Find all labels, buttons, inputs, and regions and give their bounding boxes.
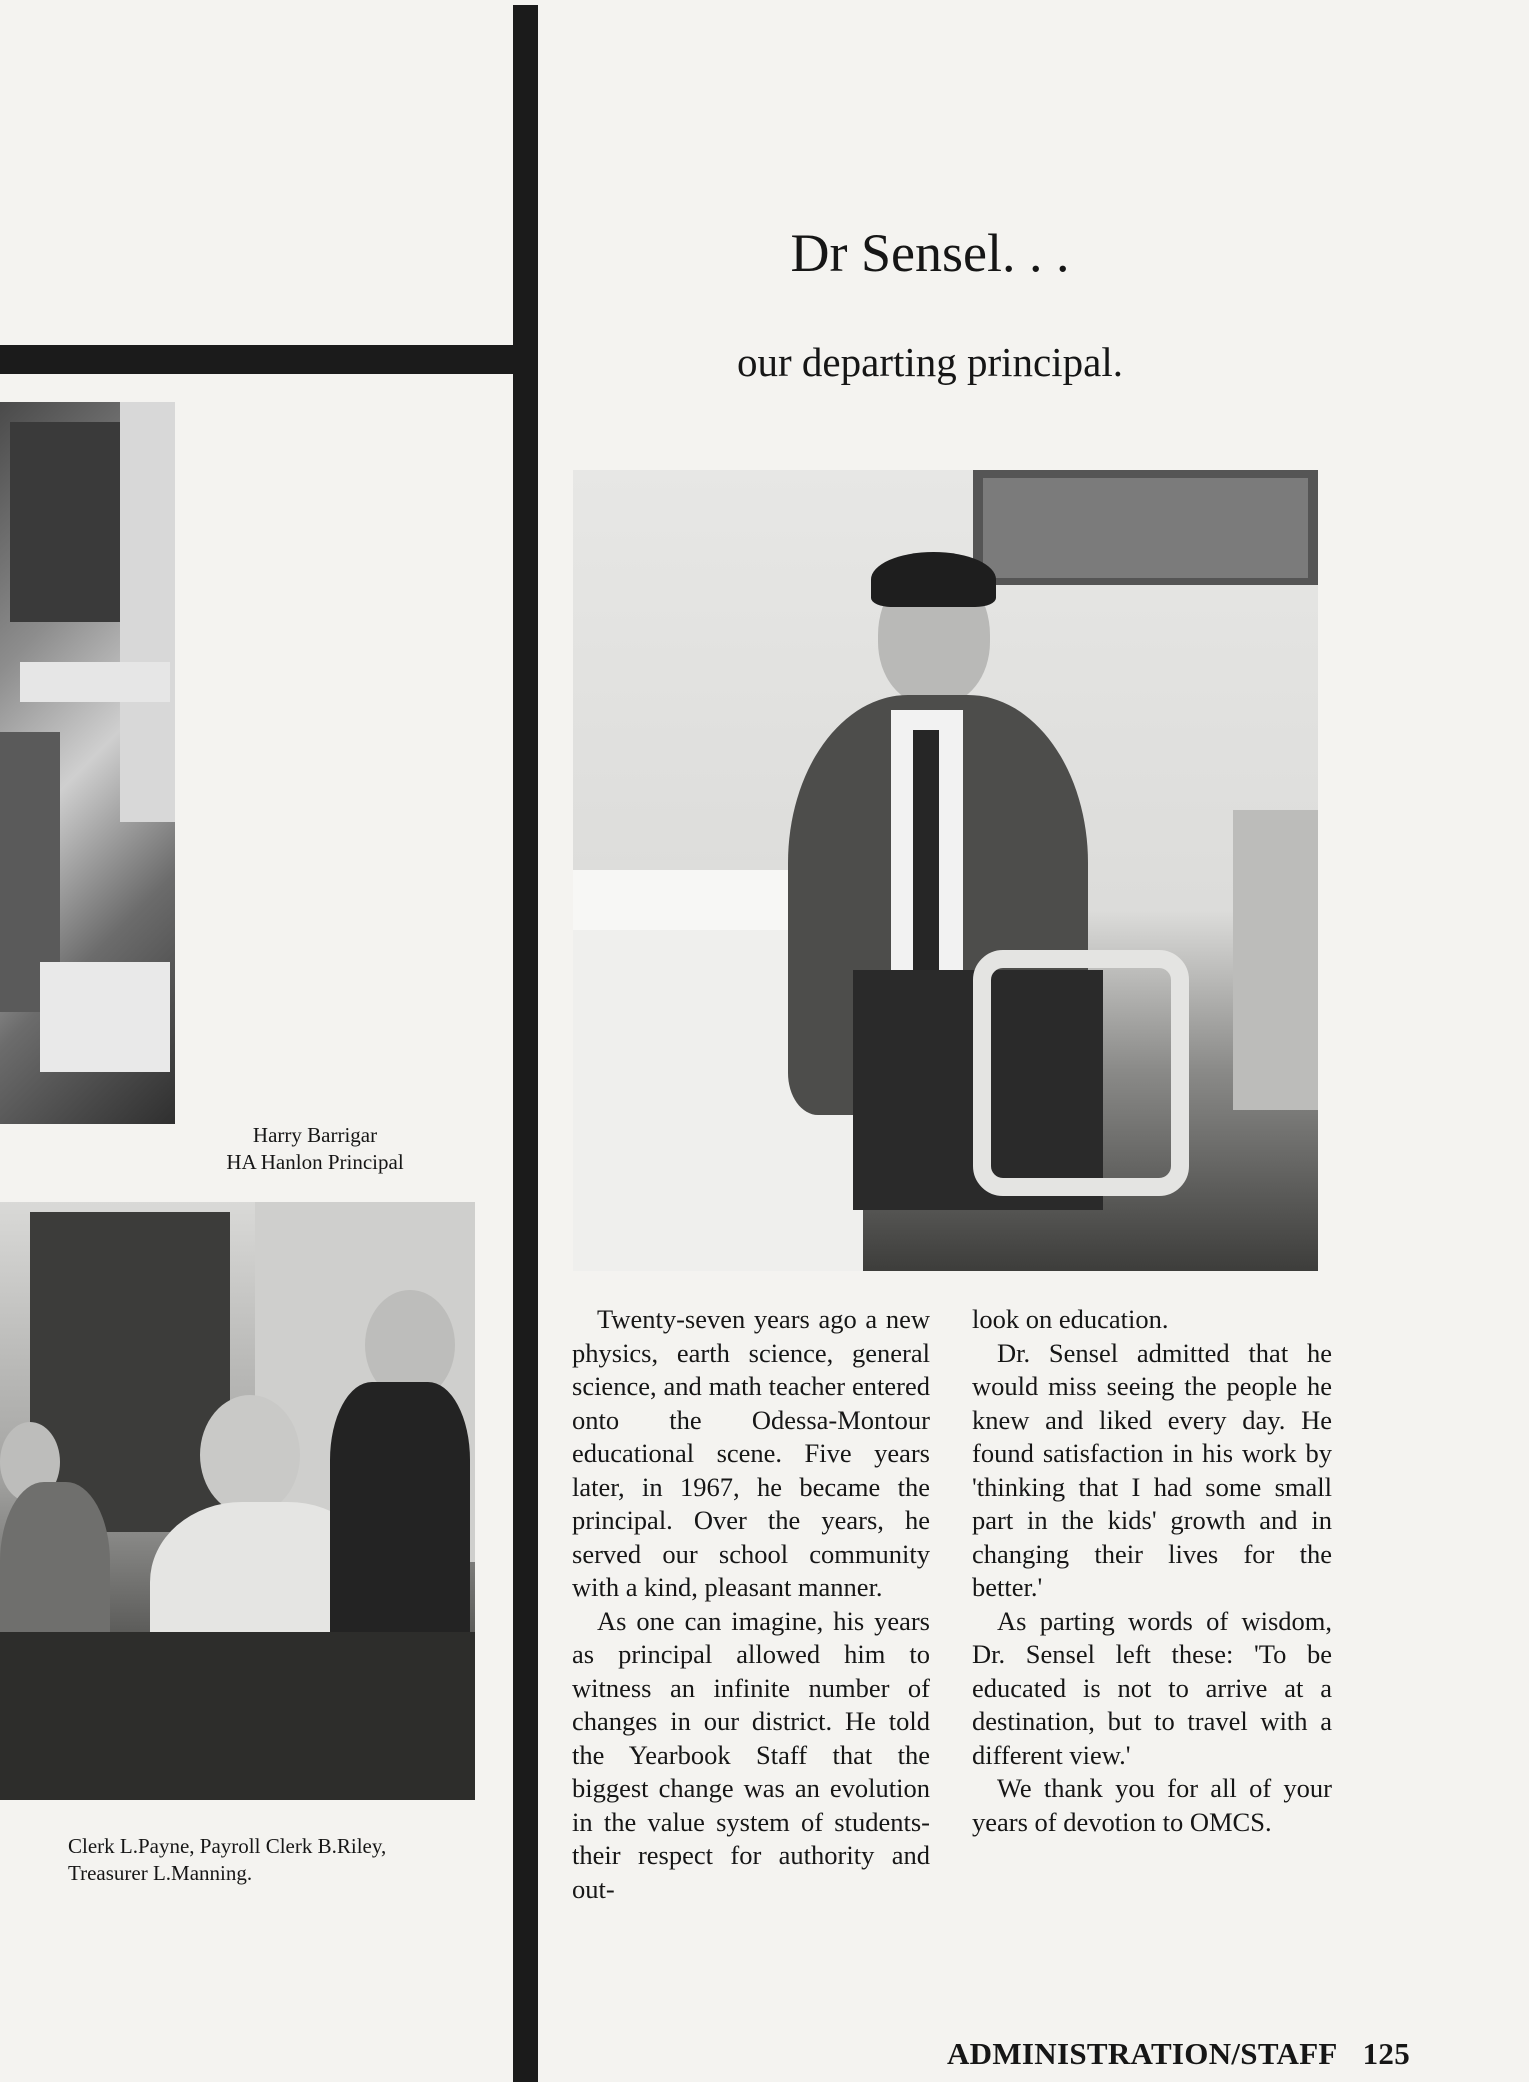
- page-number: 125: [1362, 2036, 1410, 2071]
- barrigar-name: Harry Barrigar: [252, 1123, 378, 1147]
- horizontal-divider-rule: [0, 345, 523, 374]
- headline: Dr Sensel. . .: [790, 223, 1070, 283]
- principal-portrait-photo: [573, 470, 1318, 1271]
- clerks-caption: [68, 1833, 488, 1887]
- clerks-caption-line1: Clerk L.Payne, Payroll Clerk B.Riley,: [68, 1834, 387, 1858]
- vertical-divider-rule: [513, 5, 538, 2082]
- clerks-caption-line2: Treasurer L.Manning.: [68, 1861, 253, 1885]
- clerks-group-photo: [0, 1202, 475, 1800]
- article-column-right: [972, 1303, 1332, 1839]
- article-paragraph: look on education.: [972, 1304, 1169, 1334]
- subheadline: our departing principal.: [737, 339, 1123, 385]
- page-footer: [870, 2036, 1410, 2072]
- article-paragraph: We thank you for all of your years of devotion to OMCS.: [972, 1773, 1332, 1837]
- article-paragraph: As parting words of wisdom, Dr. Sensel left these: 'To be educated is not to arrive at a destination, but to travel with a different view.': [972, 1605, 1332, 1770]
- article-paragraph: As one can imagine, his years as principal allowed him to witness an infinite number of changes in our district. He told the Yearbook Staff that the biggest change was an evolution in the value system of students-their respect for authority and out-: [572, 1605, 930, 1904]
- article-column-left: [572, 1303, 930, 1906]
- barrigar-title: HA Hanlon Principal: [226, 1150, 404, 1174]
- article-paragraph: Twenty-seven years ago a new physics, earth science, general science, and math teacher entered onto the Odessa-Montour educational scene. Five years later, in 1967, he became the principal. Over the years, he served our school community with a kind, pleasant manner.: [572, 1304, 930, 1602]
- barrigar-caption: [180, 1122, 450, 1176]
- section-label: ADMINISTRATION/STAFF: [947, 2036, 1337, 2071]
- office-photo: [0, 402, 175, 1124]
- article-paragraph: Dr. Sensel admitted that he would miss seeing the people he knew and liked every day. He found satisfaction in his work by 'thinking that I had some small part in the kids' growth and in changing their lives for the better.': [972, 1337, 1332, 1602]
